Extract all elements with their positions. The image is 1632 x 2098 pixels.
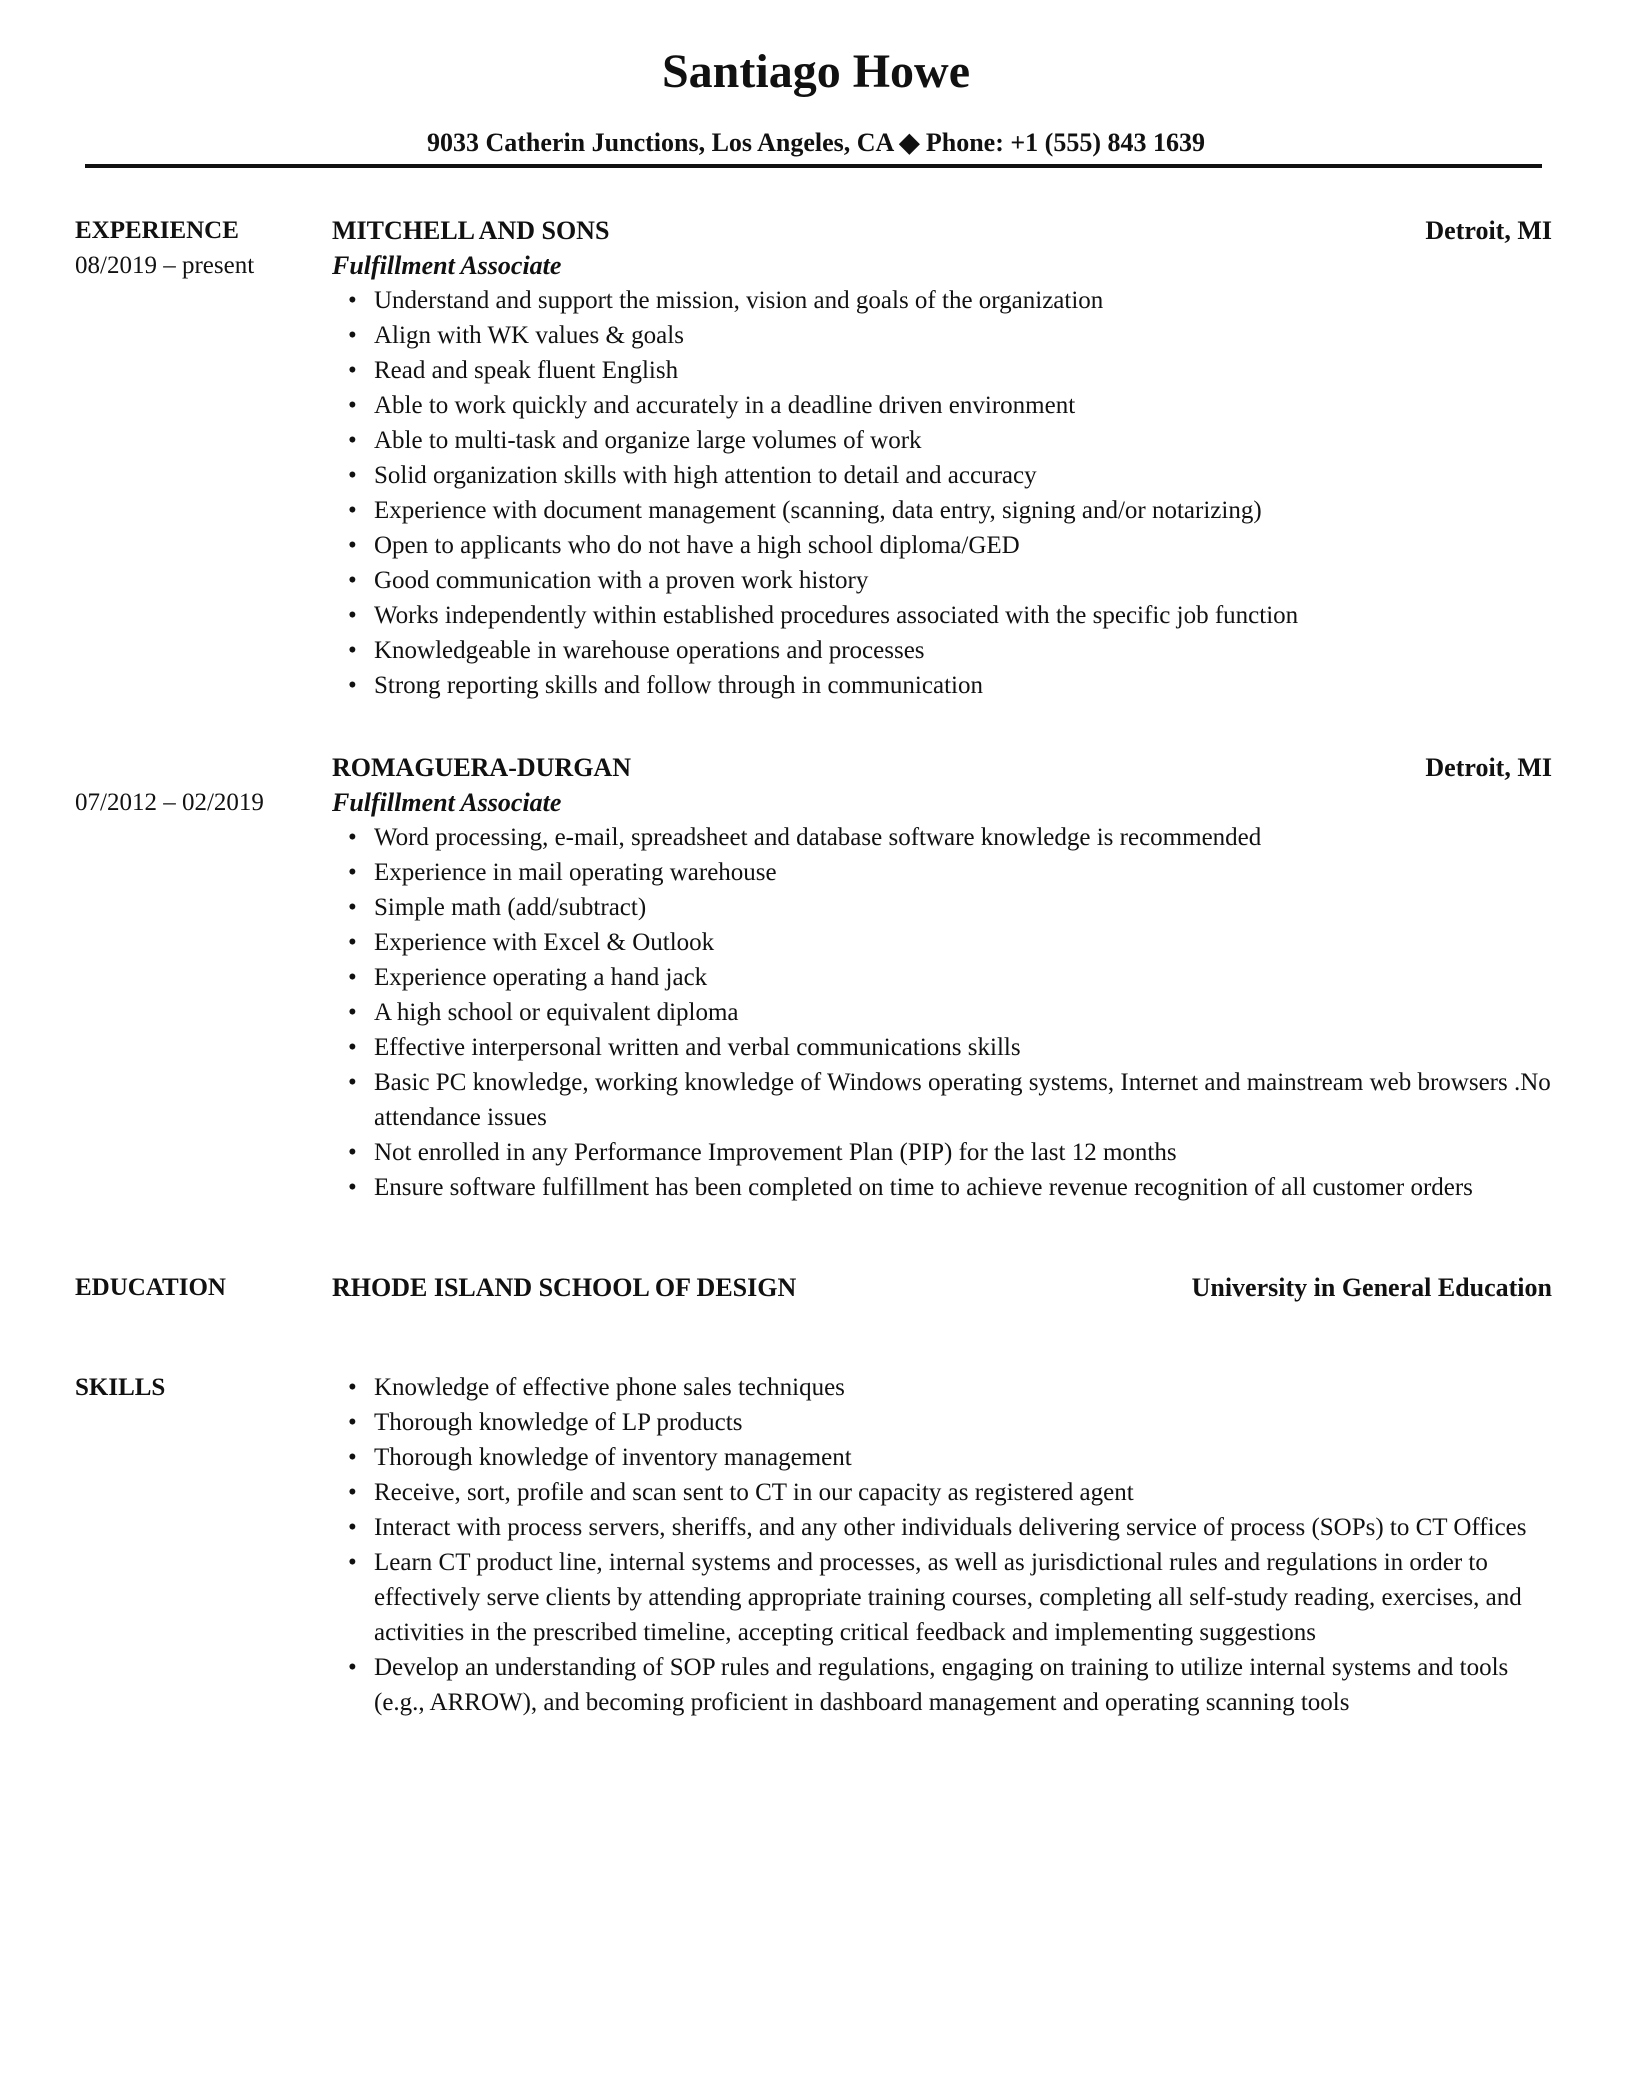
contact-line: 9033 Catherin Junctions, Los Angeles, CA ◆ Phone: +1 (555) 843 1639 (426, 128, 1205, 157)
job-entry (75, 213, 1552, 703)
job-bullets (332, 283, 1552, 703)
section-label-education: EDUCATION (75, 1274, 226, 1301)
job-dates: 08/2019 – present (75, 252, 255, 279)
school-name: RHODE ISLAND SCHOOL OF DESIGN (332, 1273, 797, 1302)
skills-section (75, 1370, 1552, 1720)
bullet-item: • Not enrolled in any Performance Improvement Plan (PIP) for the last 12 months (374, 1135, 1552, 1170)
bullet-item: • Works independently within established procedures associated with the specific job function (374, 598, 1552, 633)
job-location: Detroit, MI (1425, 216, 1552, 245)
bullet-item: • Basic PC knowledge, working knowledge of Windows operating systems, Internet and mainstream web browsers .No attendance issues (374, 1065, 1552, 1135)
bullet-item: • Experience in mail operating warehouse (374, 855, 1552, 890)
candidate-name: Santiago Howe (661, 45, 970, 98)
section-label-experience: EXPERIENCE (75, 217, 239, 244)
skill-item: • Learn CT product line, internal systems and processes, as well as jurisdictional rules and regulations in order to effectively serve clients by attending appropriate training courses, completing all self-study reading, exercises, and activities in the prescribed timeline, accepting critical feedback and implementing suggestions (374, 1545, 1552, 1650)
skill-item: • Receive, sort, profile and scan sent to CT in our capacity as registered agent (374, 1475, 1552, 1510)
bullet-item: • Ensure software fulfillment has been completed on time to achieve revenue recognition of all customer orders (374, 1170, 1552, 1205)
bullet-item: • Experience with Excel & Outlook (374, 925, 1552, 960)
bullet-item: • Knowledgeable in warehouse operations and processes (374, 633, 1552, 668)
bullet-item: • Able to multi-task and organize large volumes of work (374, 423, 1552, 458)
company-name: ROMAGUERA-DURGAN (332, 753, 631, 782)
education-section (75, 1270, 1552, 1305)
bullet-item: • Solid organization skills with high attention to detail and accuracy (374, 458, 1552, 493)
bullet-item: • Word processing, e-mail, spreadsheet and database software knowledge is recommended (374, 820, 1552, 855)
job-location: Detroit, MI (1425, 753, 1552, 782)
job-entry (75, 750, 1552, 1205)
bullet-item: • Open to applicants who do not have a high school diploma/GED (374, 528, 1552, 563)
skill-item: • Develop an understanding of SOP rules and regulations, engaging on training to utilize internal systems and tools (e.g., ARROW), and becoming proficient in dashboard management and operating scanning tools (374, 1650, 1552, 1720)
skill-item: • Interact with process servers, sheriffs, and any other individuals delivering service of process (SOPs) to CT Offices (374, 1510, 1552, 1545)
section-label-skills: SKILLS (75, 1374, 166, 1401)
job-title: Fulfillment Associate (332, 251, 562, 280)
bullet-item: • Strong reporting skills and follow through in communication (374, 668, 1552, 703)
bullet-item: • Simple math (add/subtract) (374, 890, 1552, 925)
job-dates: 07/2012 – 02/2019 (75, 789, 264, 816)
bullet-item: • Good communication with a proven work history (374, 563, 1552, 598)
bullet-item: • Understand and support the mission, vision and goals of the organization (374, 283, 1552, 318)
skill-item: • Thorough knowledge of inventory management (374, 1440, 1552, 1475)
job-title: Fulfillment Associate (332, 788, 562, 817)
skill-item: • Thorough knowledge of LP products (374, 1405, 1552, 1440)
bullet-item: • Read and speak fluent English (374, 353, 1552, 388)
skills-list (332, 1370, 1552, 1720)
company-name: MITCHELL AND SONS (332, 216, 610, 245)
bullet-item: • Experience with document management (scanning, data entry, signing and/or notarizing) (374, 493, 1552, 528)
job-bullets (332, 820, 1552, 1205)
bullet-item: • Align with WK values & goals (374, 318, 1552, 353)
bullet-item: • Experience operating a hand jack (374, 960, 1552, 995)
bullet-item: • A high school or equivalent diploma (374, 995, 1552, 1030)
header-divider (85, 164, 1542, 168)
resume-body (75, 213, 1552, 1785)
skill-item: • Knowledge of effective phone sales techniques (374, 1370, 1552, 1405)
bullet-item: • Effective interpersonal written and verbal communications skills (374, 1030, 1552, 1065)
experience-section (75, 213, 1552, 1205)
bullet-item: • Able to work quickly and accurately in a deadline driven environment (374, 388, 1552, 423)
degree: University in General Education (1191, 1273, 1552, 1302)
